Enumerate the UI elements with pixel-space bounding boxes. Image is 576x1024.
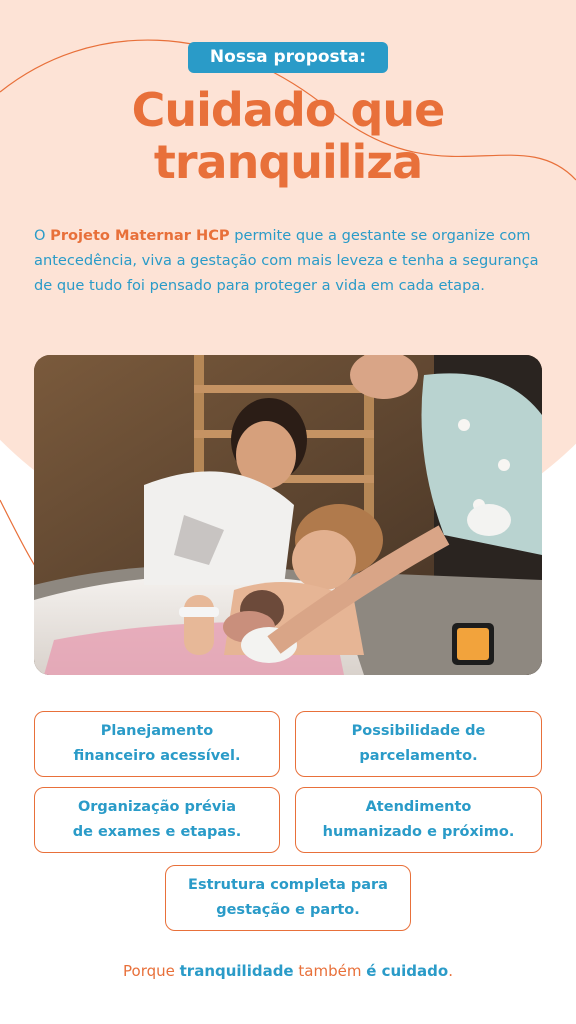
headline-line-2: tranquiliza (153, 135, 423, 189)
birth-photo (34, 355, 542, 675)
feature-line-2: de exames e etapas. (72, 824, 242, 840)
intro-paragraph (34, 223, 546, 298)
feature-card-complete-structure (165, 865, 411, 931)
footer-part-5: . (448, 962, 453, 980)
footer-tagline (0, 962, 576, 980)
intro-brand-name: Projeto Maternar HCP (50, 227, 230, 244)
headline-line-1: Cuidado que (131, 83, 445, 137)
section-pill-label: Nossa proposta: (188, 42, 388, 73)
intro-prefix: O (34, 227, 51, 244)
page-headline (0, 84, 576, 188)
feature-line-1: Planejamento (100, 723, 214, 739)
feature-line-2: parcelamento. (359, 748, 478, 764)
feature-card-installments (295, 711, 542, 777)
feature-card-exam-organization (34, 787, 280, 853)
feature-card-humanized-care (295, 787, 542, 853)
feature-line-2: humanizado e próximo. (322, 824, 515, 840)
footer-part-1: Porque (123, 962, 180, 980)
footer-part-2: tranquilidade (179, 962, 294, 980)
feature-card-financial-planning (34, 711, 280, 777)
feature-line-1: Organização prévia (77, 799, 237, 815)
footer-part-4: é cuidado (366, 962, 449, 980)
feature-line-1: Estrutura completa para (188, 877, 388, 893)
feature-line-1: Atendimento (365, 799, 472, 815)
feature-line-1: Possibilidade de (351, 723, 486, 739)
footer-part-3: também (293, 962, 367, 980)
feature-line-2: financeiro acessível. (73, 748, 241, 764)
intro-body: permite que a gestante se organize com antecedência, viva a gestação com mais leveza e tenha a segurança de que tudo foi pensado para proteger a vida em cada etapa. (34, 227, 539, 294)
feature-line-2: gestação e parto. (216, 902, 360, 918)
